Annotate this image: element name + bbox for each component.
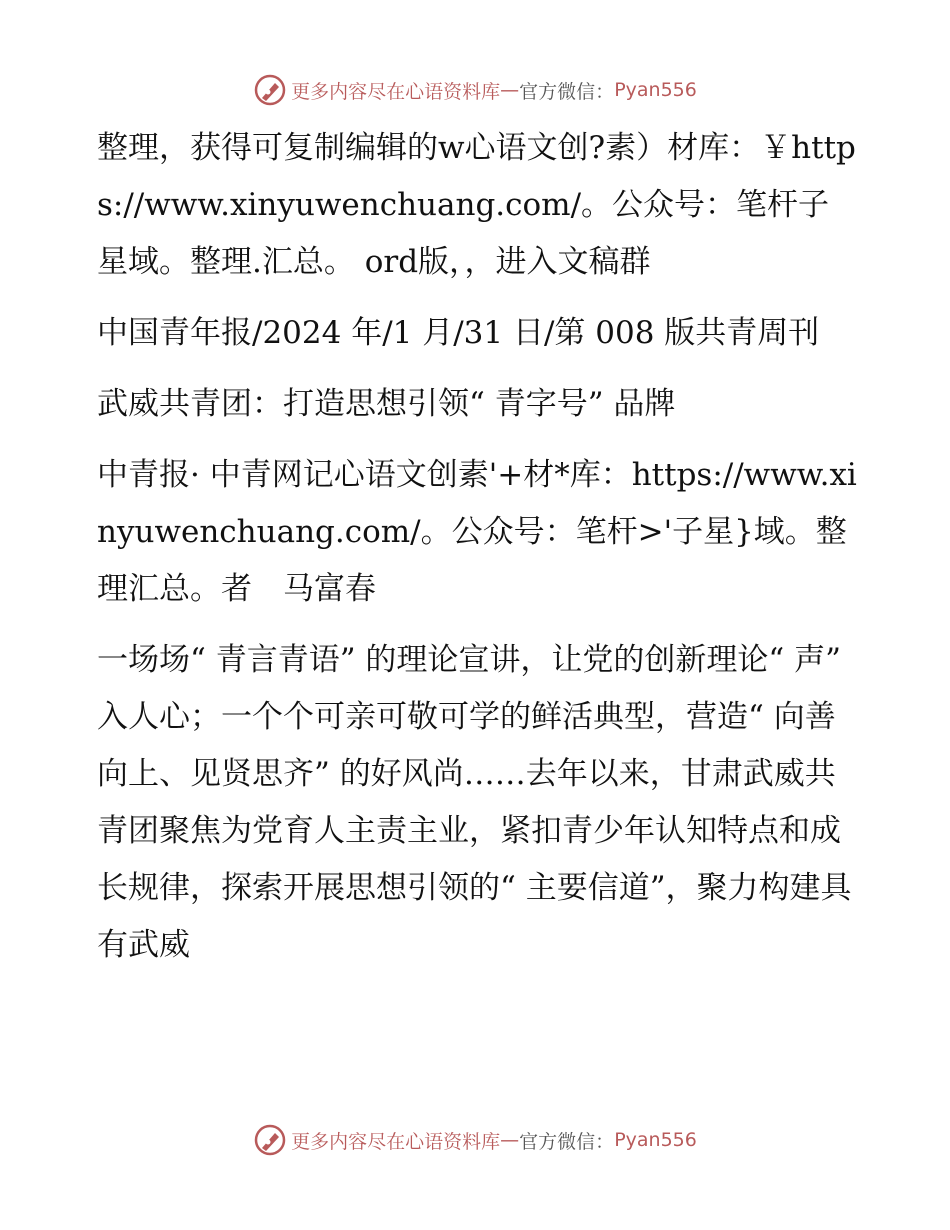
pen-logo-icon	[253, 1123, 287, 1157]
paragraph-body: 一场场“ 青言青语” 的理论宣讲，让党的创新理论“ 声” 入人心；一个个可亲可敬可学的鲜活典型，营造“ 向善向上、见贤思齐” 的好风尚……去年以来，甘肃武威共青团聚焦为党育人主责主业，紧扣青少年认知特点和成长规律，探索开展思想引领的“ 主要信道”，聚力构建具有武威	[97, 642, 852, 963]
paragraph-publication-line: 中国青年报/2024 年/1 月/31 日/第 008 版共青周刊	[97, 315, 820, 351]
header-watermark-banner	[0, 70, 950, 110]
banner-text: 更多内容尽在心语资料库	[291, 1130, 501, 1153]
banner-text: 更多内容尽在心语资料库	[291, 80, 501, 103]
paragraph-source-note: 整理，获得可复制编辑的w心语文创?素）材库：￥https://www.xinyuwenchuang.com/。公众号：笔杆子星域。整理.汇总。 ord版，，进入文稿群	[97, 130, 856, 280]
pen-logo-icon	[253, 73, 287, 107]
banner-wechat-id: Pyan556	[614, 79, 697, 101]
banner-separator: —	[500, 1129, 520, 1151]
banner-wechat-label: 官方微信：	[519, 1130, 615, 1153]
footer-watermark-banner	[0, 1120, 950, 1160]
paragraph-byline: 中青报· 中青网记心语文创素'+材*库：https://www.xinyuwenchuang.com/。公众号：笔杆>'子星}域。整理汇总。者 马富春	[97, 457, 857, 607]
banner-separator: —	[500, 79, 520, 101]
banner-wechat-label: 官方微信：	[519, 80, 615, 103]
document-body	[97, 120, 857, 974]
article-title: 武威共青团：打造思想引领“ 青字号” 品牌	[97, 386, 676, 422]
banner-wechat-id: Pyan556	[614, 1129, 697, 1151]
